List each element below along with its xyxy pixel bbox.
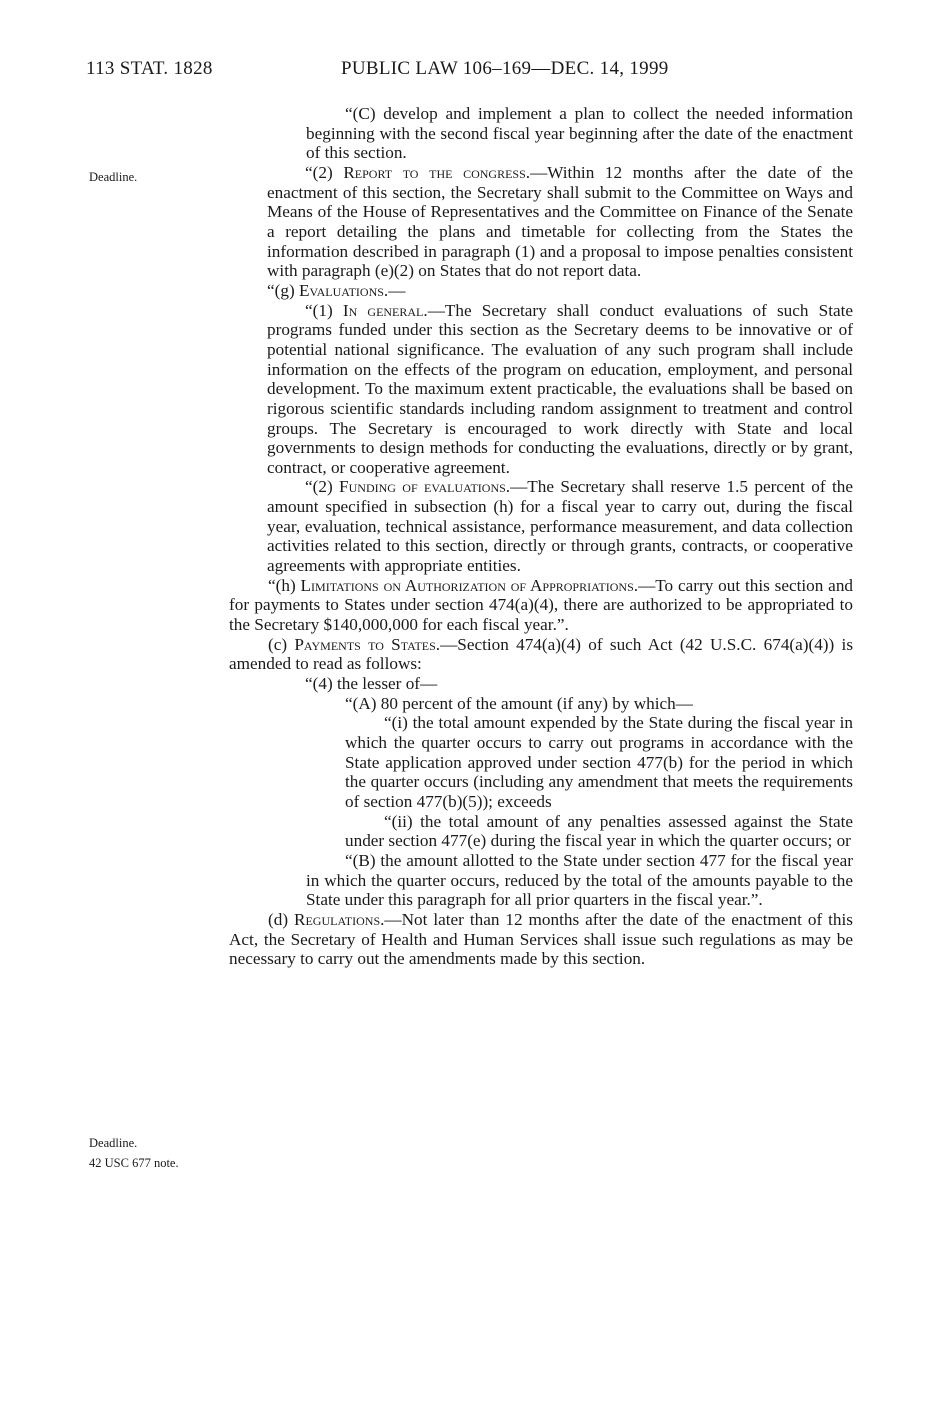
heading-evaluations: Evaluations. <box>298 280 389 300</box>
heading-in-general: In general. <box>342 300 428 320</box>
paragraph-d-regulations: (d) Regulations.—Not later than 12 months after the date of the enactment of this Act, the Secretary of Health and Human Services shall issue such regulations as may be necessary to carry out the amendments made by this section. <box>229 909 853 969</box>
paragraph-ii: “(ii) the total amount of any penalties assessed against the State under section 477(e) during the fiscal year in which the quarter occurs; or <box>345 811 853 851</box>
margin-note-deadline: Deadline. <box>89 170 138 184</box>
paragraph-g-evaluations: “(g) Evaluations.— <box>267 280 406 300</box>
paragraph-4: “(4) the lesser of— <box>305 674 438 694</box>
paragraph-2-report: “(2) Report to the congress.—Within 12 months after the date of the enactment of this section, the Secretary shall submit to the Committee on Ways and Means of the House of Representatives and the Committee on Finance of the Senate a report detailing the plans and timetable for collecting from the States the information described in paragraph (1) and a proposal to impose penalties consistent with paragraph (e)(2) on States that do not report data. <box>267 162 853 281</box>
paragraph-c: “(C) develop and implement a plan to collect the needed information beginning with the second fiscal year beginning after the date of the enactment of this section. <box>306 104 853 163</box>
paragraph-i: “(i) the total amount expended by the State during the fiscal year in which the quarter occurs to carry out programs in accordance with the State application approved under section 477(b) for the period in which the quarter occurs (including any amendment that meets the requirements of section 477(b)(5)); exceeds <box>345 713 853 811</box>
heading-funding-of-evaluations: Funding of evaluations. <box>339 477 511 497</box>
paragraph-A: “(A) 80 percent of the amount (if any) by which— <box>345 693 693 713</box>
paragraph-g1-in-general: “(1) In general.—The Secretary shall conduct evaluations of such State programs funded under this section as the Secretary deems to be innovative or of potential national significance. The evaluation of any such program shall include information on the effects of the program on education, employment, and personal development. To the maximum extent practicable, the evaluations shall be based on rigorous scientific standards including random assignment to treatment and control groups. The Secretary is encouraged to work directly with State and local governments to design methods for conducting the evaluations, directly or by grant, contract, or cooperative agreement. <box>267 300 854 477</box>
margin-note-deadline: Deadline. <box>89 1136 138 1150</box>
heading-report-to-congress: Report to the congress. <box>343 162 531 182</box>
paragraph-h-limitations: “(h) Limitations on Authorization of Appropriations.—To carry out this section and for payments to States under section 474(a)(4), there are authorized to be appropriated to the Secretary $140,000,000 for each fiscal year.”. <box>229 575 854 635</box>
document-body <box>229 104 853 969</box>
stat-page-number: 113 STAT. 1828 <box>86 58 213 79</box>
page-header <box>86 58 766 84</box>
paragraph-g2-funding: “(2) Funding of evaluations.—The Secretary shall reserve 1.5 percent of the amount specified in subsection (h) for a fiscal year to carry out, during the fiscal year, evaluation, technical assistance, performance measurement, and data collection activities related to this section, directly or through grants, contracts, or cooperative agreements with appropriate entities. <box>267 477 853 576</box>
heading-limitations: Limitations on Authorization of Appropriations. <box>300 575 639 595</box>
heading-payments-to-states: Payments to States. <box>294 634 441 654</box>
margin-note-usc: 42 USC 677 note. <box>89 1156 179 1170</box>
paragraph-c-payments: (c) Payments to States.—Section 474(a)(4) of such Act (42 U.S.C. 674(a)(4)) is amended to read as follows: <box>229 634 854 674</box>
law-title: PUBLIC LAW 106–169—DEC. 14, 1999 <box>341 58 669 79</box>
heading-regulations: Regulations. <box>294 909 385 929</box>
paragraph-B: “(B) the amount allotted to the State under section 477 for the fiscal year in which the quarter occurs, reduced by the total of the amounts payable to the State under this paragraph for all prior quarters in the fiscal year.”. <box>306 850 853 910</box>
